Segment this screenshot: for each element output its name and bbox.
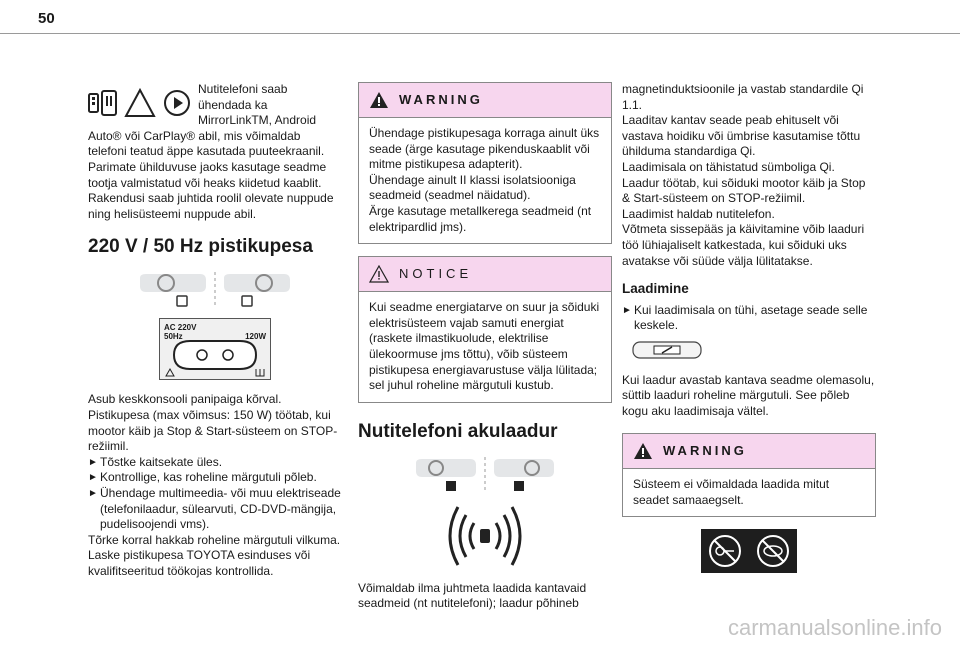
paragraph: Võimaldab ilma juhtmeta laadida kantavaid seadmeid (nt nutitelefoni); laadur põhineb <box>358 580 587 611</box>
paragraph: Laske pistikupesa TOYOTA esinduses või kvalifitseeritud töökojas kontrollida. <box>88 548 311 578</box>
paragraph: Laadimist haldab nutitelefon. <box>622 206 775 221</box>
phone-connect-icon <box>88 88 118 118</box>
notice-header <box>359 257 611 292</box>
qi-symbol-figure <box>358 501 612 571</box>
warning-triangle-icon <box>124 88 156 118</box>
subsection-heading: Laadimine <box>622 281 689 297</box>
paragraph: Tõrke korral hakkab roheline märgutuli vilkuma. <box>88 532 341 547</box>
warning-header <box>623 434 875 469</box>
dashboard-illustration <box>410 455 560 495</box>
wireless-charging-icon <box>430 501 540 571</box>
console-location-figure <box>88 270 342 310</box>
bullet-item: ► Tõstke kaitsekate üles. <box>88 455 342 471</box>
bullet-item: ► Kontrollige, kas roheline märgutuli põleb. <box>88 470 342 486</box>
paragraph: Laaditav kantav seade peab ehituselt või vastava hoidiku või ümbrise kasutamise tõttu ühilduma standardiga Qi. <box>622 113 861 159</box>
warning-triangle-icon <box>633 442 653 460</box>
warning-box <box>358 82 612 244</box>
paragraph: Rakendusi saab juhtida roolil olevate nuppude ning helisüsteemi nuppude abil. <box>88 191 334 221</box>
page-number: 50 <box>38 10 55 27</box>
warning-text: Ühendage pistikupesaga korraga ainult üks seade (ärge kasutage pikenduskaablit või mitme pistikupesa adapterit). <box>369 126 600 172</box>
socket-power-label: 120W <box>245 332 266 342</box>
socket-panel <box>159 318 271 380</box>
warning-title: WARNING <box>663 443 747 459</box>
section-heading: Nutitelefoni akulaadur <box>358 420 558 442</box>
column-1 <box>88 82 342 579</box>
warning-box <box>622 433 876 517</box>
warning-body <box>623 469 875 516</box>
warning-body <box>359 118 611 243</box>
socket-figure <box>88 318 342 380</box>
notice-text: Kui seadme energiatarve on suur ja sõiduki elektrisüsteem vajab samuti energiat (raskete ilmastikuolude, elektrilise ülekoormuse jms tõttu), võib süsteem pistikupesa energiavarustuse välja lülitada; sel juhul roheline märgutuli kustub. <box>369 300 600 393</box>
charging-indicator-icon <box>632 340 702 360</box>
no-keys-no-cards-icon <box>701 529 797 573</box>
column-3 <box>622 82 876 573</box>
bullet-item: ► Kui laadimisala on tühi, asetage seade selle keskele. <box>622 303 876 334</box>
column-2 <box>358 82 612 612</box>
warning-text: Ärge kasutage metallkerega seadmeid (nt elektripardlid jms). <box>369 203 592 234</box>
notice-box <box>358 256 612 403</box>
socket-frequency-label: 50Hz <box>164 332 183 342</box>
dashboard-illustration <box>130 270 300 310</box>
paragraph: Asub keskkonsooli panipaiga kõrval. <box>88 392 282 407</box>
paragraph: Laadur töötab, kui sõiduki mootor käib ja Stop & Start-süsteem on STOP-režiimil. <box>622 175 866 206</box>
socket-voltage-label: AC 220V <box>164 323 197 333</box>
paragraph: Võtmeta sissepääs ja käivitamine võib laaduri töö lühiajaliselt katkestada, kui sõiduki uks avatakse või süüde välja lülitatakse. <box>622 222 865 268</box>
notice-triangle-icon <box>369 265 389 283</box>
notice-title: NOTICE <box>399 266 473 282</box>
play-circle-icon <box>162 88 192 118</box>
notice-body <box>359 292 611 402</box>
footer-watermark: carmanualsonline.info <box>727 615 942 640</box>
bullet-item: ► Ühendage multimeedia- või muu elektriseade (telefonilaadur, sülearvuti, CD-DVD-mängija, pudelisoojendi vms). <box>88 486 342 533</box>
warning-triangle-icon <box>369 91 389 109</box>
icon-row <box>88 88 192 118</box>
warning-title: WARNING <box>399 92 483 108</box>
header-rule <box>0 33 960 34</box>
prohibited-items-figure <box>622 529 876 573</box>
indicator-light-figure <box>632 340 876 365</box>
section-heading: 220 V / 50 Hz pistikupesa <box>88 236 313 258</box>
paragraph: magnetinduktsioonile ja vastab standardile Qi 1.1. <box>622 82 864 112</box>
warning-text: Süsteem ei võimaldada laadida mitut seadet samaaegselt. <box>633 477 830 507</box>
intro-text: Nutitelefoni saab ühendada ka MirrorLinkTM, Android Auto® või CarPlay® abil, mis võimaldab telefoni teatud äppe kasutada puuteekraanil. <box>88 82 325 159</box>
paragraph: Pistikupesa (max võimsus: 150 W) töötab, kui mootor käib ja Stop & Start-süsteem on STOP-režiimil. <box>88 407 338 454</box>
warning-text: Ühendage ainult II klassi isolatsiooniga seadmeid (seadmel näidatud). <box>369 172 576 203</box>
paragraph: Parimate ühilduvuse jaoks kasutage seadme tootja valmistatud või heaks kiidetud kaablit. <box>88 159 327 190</box>
socket-outlet-icon <box>160 319 270 379</box>
paragraph: Laadimisala on tähistatud sümboliga Qi. <box>622 159 835 174</box>
paragraph: Kui laadur avastab kantava seadme olemasolu, süttib laaduri roheline märgutuli. See põleb kogu aku laadimisaja vältel. <box>622 372 875 418</box>
warning-header <box>359 83 611 118</box>
charger-location-figure <box>358 455 612 495</box>
